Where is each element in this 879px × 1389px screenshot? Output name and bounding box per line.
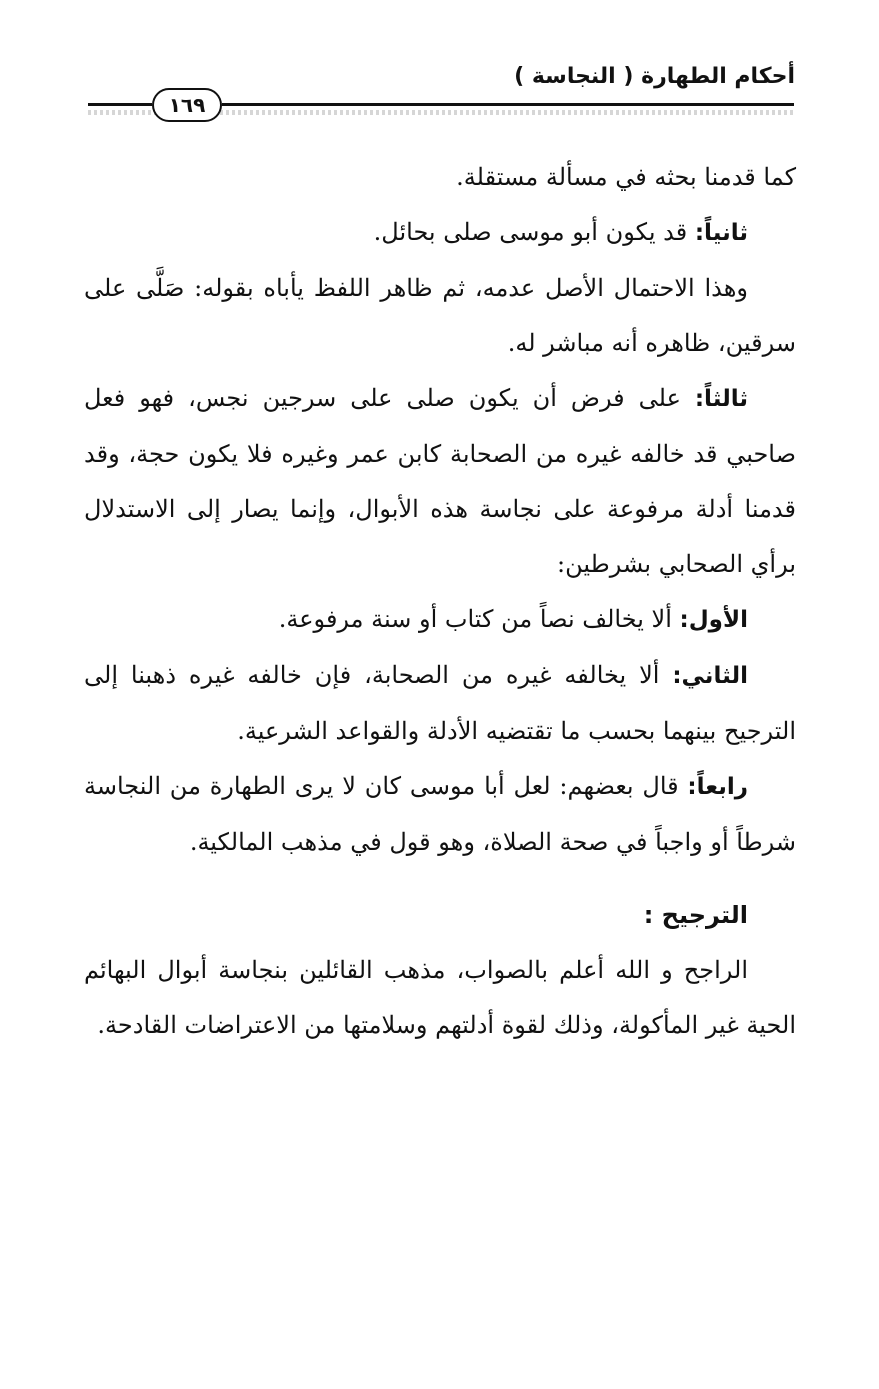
section-heading: الترجيح : <box>643 901 748 929</box>
paragraph: الراجح و الله أعلم بالصواب، مذهب القائلين بنجاسة أبوال البهائم الحية غير المأكولة، وذلك لقوة أدلتهم وسلامتها من الاعتراضات القادحة. <box>84 956 796 1039</box>
header-rule-left <box>88 103 152 106</box>
paragraph-lead: رابعاً: <box>687 774 748 800</box>
paragraph <box>84 371 796 592</box>
paragraph-lead: الثاني: <box>672 663 748 689</box>
paragraph <box>84 205 796 261</box>
paragraph <box>84 592 796 648</box>
paragraph-text: ألا يخالفه غيره من الصحابة، فإن خالفه غيره ذهبنا إلى الترجيح بينهما بحسب ما تقتضيه الأدلة والقواعد الشرعية. <box>84 661 796 745</box>
page-number: ١٦٩ <box>152 88 222 122</box>
paragraph-text: على فرض أن يكون صلى على سرجين نجس، فهو فعل صاحبي قد خالفه غيره من الصحابة كابن عمر وغيره فلا يكون حجة، وقد قدمنا أدلة مرفوعة على نجاسة هذه الأبوال، وإنما يصار إلى الاستدلال برأي الصحابي بشرطين: <box>84 384 796 578</box>
paragraph-lead: ثانياً: <box>694 220 748 246</box>
paragraph: وهذا الاحتمال الأصل عدمه، ثم ظاهر اللفظ يأباه بقوله: صَلَّى على سرقين، ظاهره أنه مباشر له. <box>84 274 796 357</box>
header-rule-right <box>222 103 794 106</box>
paragraph-lead: الأول: <box>679 607 748 633</box>
paragraph: كما قدمنا بحثه في مسألة مستقلة. <box>456 163 796 191</box>
page-body <box>84 150 796 1053</box>
paragraph-text: قد يكون أبو موسى صلى بحائل. <box>373 218 695 246</box>
paragraph <box>84 759 796 870</box>
paragraph-text: ألا يخالف نصاً من كتاب أو سنة مرفوعة. <box>278 605 680 633</box>
paragraph-text: قال بعضهم: لعل أبا موسى كان لا يرى الطهارة من النجاسة شرطاً أو واجباً في صحة الصلاة، وهو قول في مذهب المالكية. <box>84 772 796 856</box>
paragraph-lead: ثالثاً: <box>694 386 748 412</box>
paragraph <box>84 648 796 759</box>
running-title: أحكام الطهارة ( النجاسة ) <box>514 64 795 89</box>
